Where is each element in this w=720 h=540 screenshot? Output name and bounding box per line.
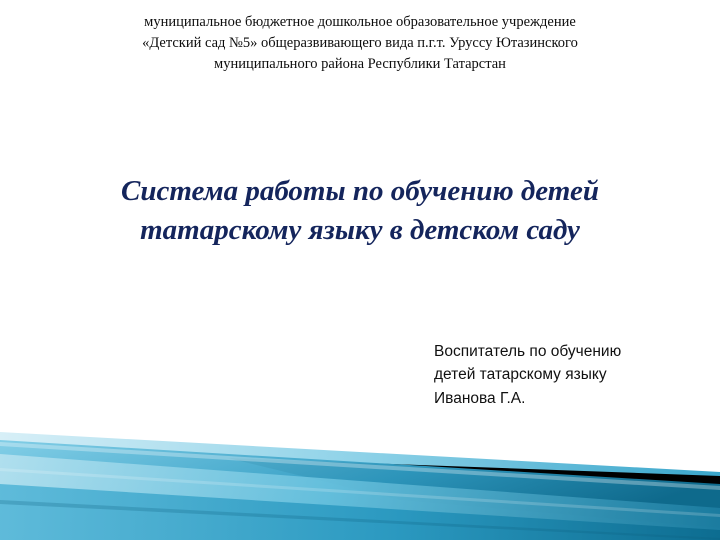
author-role-line-2: детей татарскому языку — [434, 366, 607, 384]
author-block — [434, 340, 704, 410]
institution-header-line-2: «Детский сад №5» общеразвивающего вида п.г.т. Уруссу Ютазинского — [142, 35, 578, 52]
author-name: Иванова Г.А. — [434, 389, 526, 407]
slide-title-line-2: татарскому языку в детском саду — [140, 214, 580, 247]
author-role-line-1: Воспитатель по обучению — [434, 343, 622, 360]
institution-header-line-3: муниципального района Республики Татарстан — [214, 56, 506, 73]
slide-title-line-1: Система работы по обучению детей — [121, 175, 599, 207]
institution-header-line-1: муниципальное бюджетное дошкольное образовательное учреждение — [144, 14, 576, 30]
slide-title — [30, 172, 690, 250]
institution-header — [40, 12, 680, 75]
